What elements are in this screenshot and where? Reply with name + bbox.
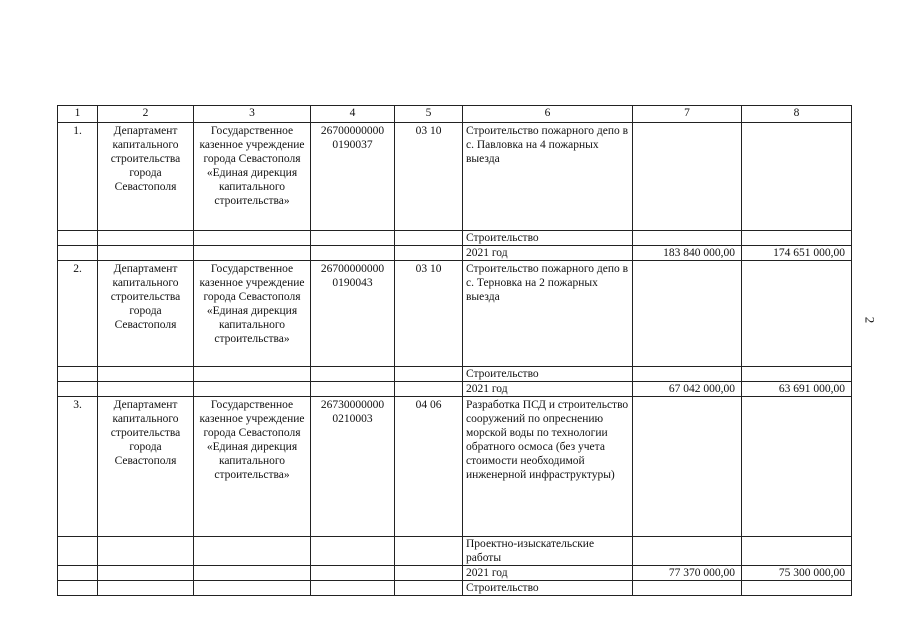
table-row <box>58 382 852 397</box>
header-cell: 2 <box>98 106 194 123</box>
year-cell: 2021 год <box>463 382 633 397</box>
table-row <box>58 261 852 367</box>
department-cell: Департамент капитального строительства города Севастополя <box>98 123 194 231</box>
table-row <box>58 123 852 231</box>
department-cell: Департамент капитального строительства города Севастополя <box>98 261 194 367</box>
header-row <box>58 106 852 123</box>
row-number: 2. <box>58 261 98 367</box>
year-cell: 2021 год <box>463 566 633 581</box>
table-row <box>58 231 852 246</box>
year-cell: 2021 год <box>463 246 633 261</box>
header-cell: 1 <box>58 106 98 123</box>
header-cell: 5 <box>395 106 463 123</box>
amount-cell: 77 370 000,00 <box>633 566 742 581</box>
section-cell: 03 10 <box>395 261 463 367</box>
header-cell: 7 <box>633 106 742 123</box>
object-name-cell: Строительство пожарного депо в с. Павловка на 4 пожарных выезда <box>463 123 633 231</box>
amount-cell: 63 691 000,00 <box>742 382 852 397</box>
table-row <box>58 367 852 382</box>
code-cell: 26700000000 0190037 <box>311 123 395 231</box>
section-cell: 03 10 <box>395 123 463 231</box>
table-row <box>58 397 852 537</box>
section-cell: 04 06 <box>395 397 463 537</box>
page-number: 2 <box>862 316 878 324</box>
recipient-cell: Государственное казенное учреждение города Севастополя «Единая дирекция капитального строительства» <box>194 261 311 367</box>
amount-cell: 174 651 000,00 <box>742 246 852 261</box>
work-type-cell: Строительство <box>463 581 633 596</box>
budget-table <box>57 105 852 596</box>
header-cell: 8 <box>742 106 852 123</box>
work-type-cell: Проектно-изыскательские работы <box>463 537 633 566</box>
row-number: 1. <box>58 123 98 231</box>
code-cell: 26730000000 0210003 <box>311 397 395 537</box>
header-cell: 6 <box>463 106 633 123</box>
table-row <box>58 566 852 581</box>
table-row <box>58 537 852 566</box>
recipient-cell: Государственное казенное учреждение города Севастополя «Единая дирекция капитального строительства» <box>194 123 311 231</box>
table-row <box>58 246 852 261</box>
header-cell: 3 <box>194 106 311 123</box>
work-type-cell: Строительство <box>463 367 633 382</box>
object-name-cell: Строительство пожарного депо в с. Терновка на 2 пожарных выезда <box>463 261 633 367</box>
table-row <box>58 581 852 596</box>
amount-cell: 75 300 000,00 <box>742 566 852 581</box>
work-type-cell: Строительство <box>463 231 633 246</box>
code-cell: 26700000000 0190043 <box>311 261 395 367</box>
department-cell: Департамент капитального строительства города Севастополя <box>98 397 194 537</box>
header-cell: 4 <box>311 106 395 123</box>
row-number: 3. <box>58 397 98 537</box>
amount-cell: 183 840 000,00 <box>633 246 742 261</box>
object-name-cell: Разработка ПСД и строительство сооружений по опреснению морской воды по технологии обратного осмоса (без учета стоимости необходимой инженерной инфраструктуры) <box>463 397 633 537</box>
amount-cell: 67 042 000,00 <box>633 382 742 397</box>
recipient-cell: Государственное казенное учреждение города Севастополя «Единая дирекция капитального строительства» <box>194 397 311 537</box>
